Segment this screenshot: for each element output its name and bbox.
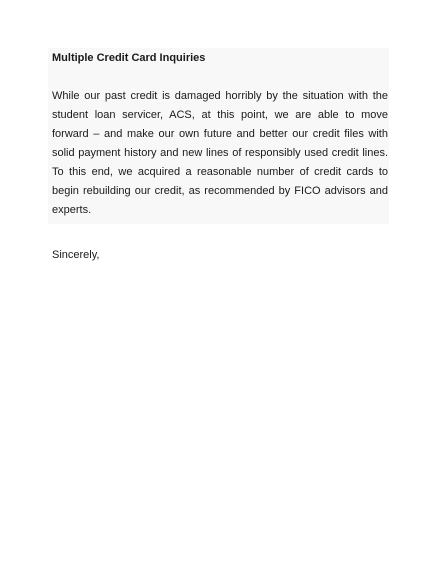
body-line: solid payment history and new lines of responsibly used credit lines. xyxy=(52,147,388,159)
body-line: While our past credit is damaged horribly by the situation with the xyxy=(52,90,388,102)
body-line: begin rebuilding our credit, as recommended by FICO advisors and xyxy=(52,185,388,197)
body-line: experts. xyxy=(52,204,92,216)
body-line: forward – and make our own future and better our credit files with xyxy=(52,128,388,140)
body-line: To this end, we acquired a reasonable number of credit cards to xyxy=(52,166,388,178)
body-line: student loan servicer, ACS, at this point, we are able to move xyxy=(52,109,388,121)
letter-signoff: Sincerely, xyxy=(52,249,100,261)
document-title: Multiple Credit Card Inquiries xyxy=(52,52,206,64)
letter-body xyxy=(52,87,388,220)
